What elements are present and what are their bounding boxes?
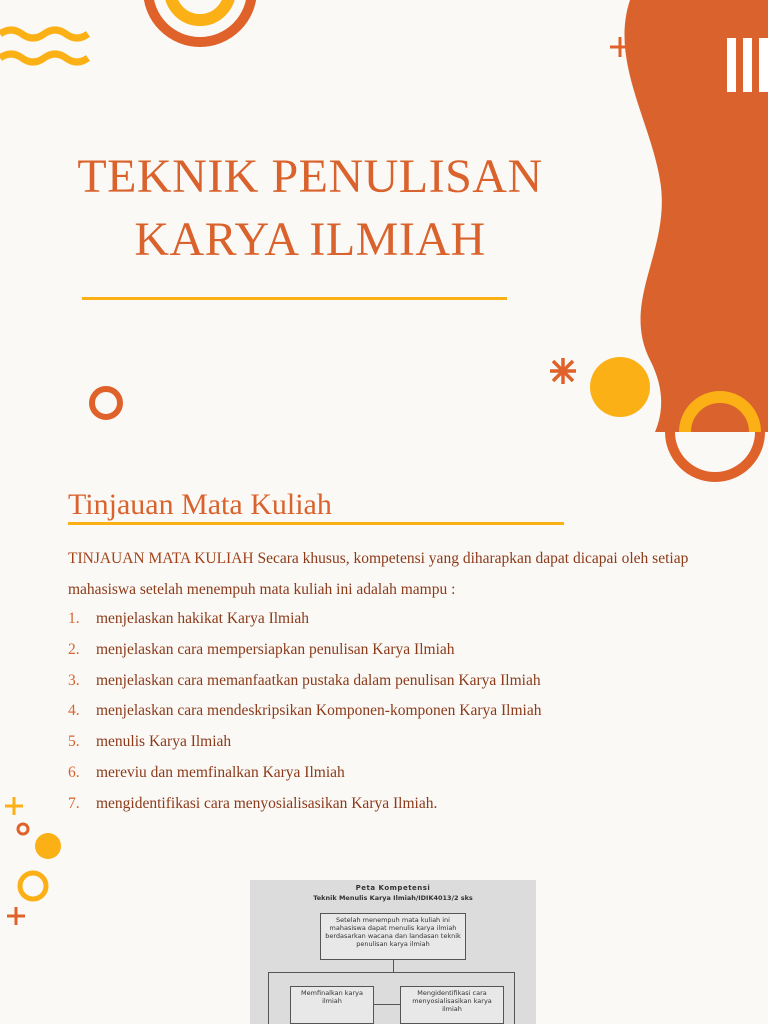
- yellow-wave: [0, 54, 88, 62]
- list-text: mengidentifikasi cara menyosialisasikan Karya Ilmiah.: [96, 794, 438, 812]
- scan-title: Peta Kompetensi: [355, 884, 431, 892]
- intro-text: Secara khusus, kompetensi yang diharapkan dapat dicapai oleh setiap mahasiswa setelah menempuh mata kuliah ini adalah mampu :: [68, 550, 689, 598]
- yellow-dot-small: [35, 833, 61, 859]
- list-number: 7.: [68, 794, 80, 812]
- plus-icon: [5, 797, 23, 815]
- title-underline: [82, 297, 507, 300]
- scan-connector: [393, 960, 394, 972]
- intro-paragraph: [68, 543, 708, 605]
- competency-list: [68, 604, 541, 820]
- scan-connector: [268, 972, 269, 1024]
- list-number: 2.: [68, 640, 80, 658]
- orange-ring-tiny: [18, 824, 28, 834]
- list-text: menjelaskan cara mempersiapkan penulisan Karya Ilmiah: [96, 640, 455, 658]
- list-number: 6.: [68, 763, 80, 781]
- list-item: [68, 727, 541, 758]
- yellow-wave: [0, 30, 88, 38]
- list-number: 3.: [68, 671, 80, 689]
- section-heading: Tinjauan Mata Kuliah: [68, 488, 332, 521]
- white-bar: [759, 38, 768, 92]
- list-text: menjelaskan cara mendeskripsikan Komponen-komponen Karya Ilmiah: [96, 702, 542, 720]
- list-item: [68, 758, 541, 789]
- scan-left-box: Memfinalkan karya ilmiah: [290, 986, 374, 1024]
- yellow-dot: [590, 357, 650, 417]
- list-text: menulis Karya Ilmiah: [96, 733, 232, 751]
- scan-right-box: Mengidentifikasi cara menyosialisasikan karya ilmiah: [400, 986, 504, 1024]
- list-item: [68, 789, 541, 820]
- asterisk-icon: [550, 358, 576, 384]
- section-underline: [68, 522, 564, 525]
- scan-connector: [514, 972, 515, 1024]
- list-item: [68, 666, 541, 697]
- list-text: menjelaskan hakikat Karya Ilmiah: [96, 610, 310, 627]
- list-text: menjelaskan cara memanfaatkan pustaka dalam penulisan Karya Ilmiah: [96, 671, 541, 689]
- yellow-ring-top: [170, 0, 230, 20]
- list-item: [68, 635, 541, 666]
- orange-ring-small: [92, 389, 120, 417]
- scan-subtitle: Teknik Menulis Karya Ilmiah/IDIK4013/2 sks: [313, 894, 473, 902]
- list-number: 1.: [68, 610, 80, 627]
- scan-top-box: Setelah menempuh mata kuliah ini mahasiswa dapat menulis karya ilmiah berdasarkan wacana dan landasan teknik penulisan karya ilmiah: [320, 913, 466, 960]
- page-title-line2: KARYA ILMIAH: [134, 213, 486, 266]
- intro-lead: TINJAUAN MATA KULIAH: [68, 550, 254, 567]
- plus-icon: [7, 907, 25, 925]
- competency-map-image: [250, 880, 536, 1024]
- list-number: 5.: [68, 733, 80, 751]
- white-bar: [727, 38, 736, 92]
- list-text: mereviu dan memfinalkan Karya Ilmiah: [96, 763, 345, 781]
- page-title-line1: TEKNIK PENULISAN: [77, 150, 543, 203]
- list-item: [68, 604, 541, 635]
- scan-arrow: [374, 1004, 400, 1005]
- white-bar: [743, 38, 752, 92]
- orange-arc: [670, 432, 760, 477]
- yellow-ring-small: [20, 873, 46, 899]
- list-item: [68, 696, 541, 727]
- list-number: 4.: [68, 702, 80, 720]
- scan-connector: [268, 972, 514, 973]
